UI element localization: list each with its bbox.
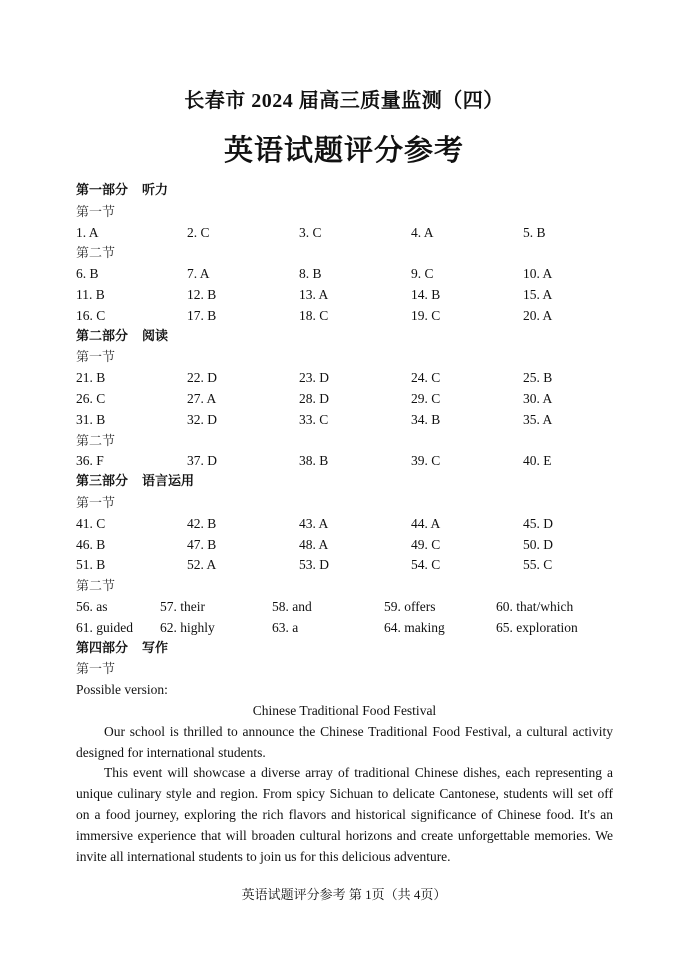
answer-row — [76, 389, 613, 410]
answer-item: 42. B — [187, 515, 217, 531]
section-label: 第一节 — [76, 349, 116, 365]
answer-item: 30. A — [523, 390, 553, 406]
answer-item: 26. C — [76, 390, 106, 406]
part3-heading — [76, 472, 613, 493]
section-label: 第一节 — [76, 203, 116, 219]
answer-item: 24. C — [411, 370, 441, 386]
part-name: 写作 — [142, 640, 169, 656]
answer-item: 7. A — [187, 266, 210, 282]
part2-heading — [76, 327, 613, 348]
answer-item: 3. C — [299, 224, 322, 240]
answer-grid — [76, 264, 613, 326]
answer-item: 59. offers — [384, 598, 436, 614]
answer-item: 17. B — [187, 307, 217, 323]
answer-item: 36. F — [76, 453, 104, 469]
answer-item: 51. B — [76, 557, 106, 573]
answer-item: 28. D — [299, 390, 329, 406]
answer-item: 38. B — [299, 453, 329, 469]
answer-item: 45. D — [523, 515, 553, 531]
answer-row — [76, 223, 613, 244]
answer-content — [76, 181, 613, 867]
answer-item: 1. A — [76, 224, 99, 240]
answer-item: 50. D — [523, 536, 553, 552]
page-footer: 英语试题评分参考 第 1页（共 4页） — [241, 887, 447, 902]
answer-item: 32. D — [187, 411, 217, 427]
answer-item: 43. A — [299, 515, 329, 531]
answer-item: 41. C — [76, 515, 106, 531]
answer-item: 65. exploration — [496, 619, 578, 635]
answer-item: 55. C — [523, 557, 553, 573]
answer-item: 62. highly — [160, 619, 215, 635]
answer-item: 18. C — [299, 307, 329, 323]
essay-title: Chinese Traditional Food Festival — [252, 702, 437, 718]
answer-item: 37. D — [187, 453, 217, 469]
answer-item: 10. A — [523, 266, 553, 282]
answer-item: 40. E — [523, 453, 552, 469]
answer-item: 8. B — [299, 266, 322, 282]
part-label: 第四部分 — [76, 640, 129, 656]
answer-grid — [76, 368, 613, 430]
answer-item: 44. A — [411, 515, 441, 531]
answer-row — [76, 597, 613, 618]
part4-heading — [76, 639, 613, 660]
answer-item: 61. guided — [76, 619, 133, 635]
part-label: 第三部分 — [76, 474, 129, 490]
part-name: 阅读 — [142, 328, 169, 344]
answer-item: 12. B — [187, 286, 217, 302]
section-label: 第二节 — [76, 432, 116, 448]
answer-item: 52. A — [187, 557, 217, 573]
section-label: 第二节 — [76, 578, 116, 594]
essay-paragraph: This event will showcase a diverse array of traditional Chinese dishes, each representing a unique culinary style and region. From spicy Sichuan to delicate Cantonese, students will set off on a food journey, exploring the rich flavors and historical significance of Chinese food. It's an immersive experience that will broaden cultural horizons and create unforgettable memories. We invite all international students to join us for this delicious adventure. — [76, 765, 613, 864]
answer-item: 2. C — [187, 224, 210, 240]
answer-item: 22. D — [187, 370, 217, 386]
part-name: 听力 — [142, 183, 169, 198]
answer-grid — [76, 597, 613, 639]
answer-item: 49. C — [411, 536, 441, 552]
answer-item: 64. making — [384, 619, 445, 635]
part-name: 语言运用 — [142, 474, 195, 490]
answer-item: 11. B — [76, 286, 105, 302]
section-label: 第一节 — [76, 494, 116, 510]
answer-row — [76, 514, 613, 535]
answer-item: 25. B — [523, 370, 553, 386]
answer-item: 31. B — [76, 411, 106, 427]
answer-item: 63. a — [272, 619, 299, 635]
answer-item: 16. C — [76, 307, 106, 323]
answer-grid — [76, 514, 613, 576]
section-label: 第二节 — [76, 245, 116, 261]
answer-row — [76, 410, 613, 431]
answer-grid — [76, 223, 613, 244]
answer-item: 27. A — [187, 390, 217, 406]
answer-row — [76, 264, 613, 285]
essay-paragraph: Our school is thrilled to announce the Chinese Traditional Food Festival, a cultural activity designed for international students. — [76, 723, 613, 760]
answer-grid — [76, 451, 613, 472]
answer-item: 47. B — [187, 536, 217, 552]
answer-item: 53. D — [299, 557, 329, 573]
answer-row — [76, 306, 613, 327]
answer-item: 54. C — [411, 557, 441, 573]
part-label: 第一部分 — [76, 183, 129, 198]
answer-row — [76, 555, 613, 576]
answer-item: 35. A — [523, 411, 553, 427]
answer-item: 29. C — [411, 390, 441, 406]
answer-item: 33. C — [299, 411, 329, 427]
part-label: 第二部分 — [76, 328, 129, 344]
exam-title: 长春市 2024 届高三质量监测（四） — [184, 90, 504, 112]
answer-item: 6. B — [76, 266, 99, 282]
answer-row — [76, 535, 613, 556]
answer-row — [76, 618, 613, 639]
answer-item: 56. as — [76, 598, 108, 614]
answer-row — [76, 451, 613, 472]
answer-item: 23. D — [299, 370, 329, 386]
answer-item: 60. that/which — [496, 598, 574, 614]
possible-version-label: Possible version: — [76, 682, 168, 698]
answer-item: 9. C — [411, 266, 434, 282]
answer-item: 46. B — [76, 536, 106, 552]
part1-heading — [76, 181, 613, 202]
answer-item: 4. A — [411, 224, 434, 240]
section-label: 第一节 — [76, 661, 116, 677]
answer-row — [76, 285, 613, 306]
document-title: 英语试题评分参考 — [223, 135, 464, 167]
answer-item: 58. and — [272, 598, 312, 614]
answer-item: 21. B — [76, 370, 106, 386]
answer-item: 13. A — [299, 286, 329, 302]
answer-item: 57. their — [160, 598, 205, 614]
answer-item: 48. A — [299, 536, 329, 552]
answer-row — [76, 368, 613, 389]
answer-item: 34. B — [411, 411, 441, 427]
answer-item: 19. C — [411, 307, 441, 323]
answer-item: 15. A — [523, 286, 553, 302]
answer-item: 39. C — [411, 453, 441, 469]
answer-item: 14. B — [411, 286, 441, 302]
answer-item: 20. A — [523, 307, 553, 323]
answer-item: 5. B — [523, 224, 546, 240]
